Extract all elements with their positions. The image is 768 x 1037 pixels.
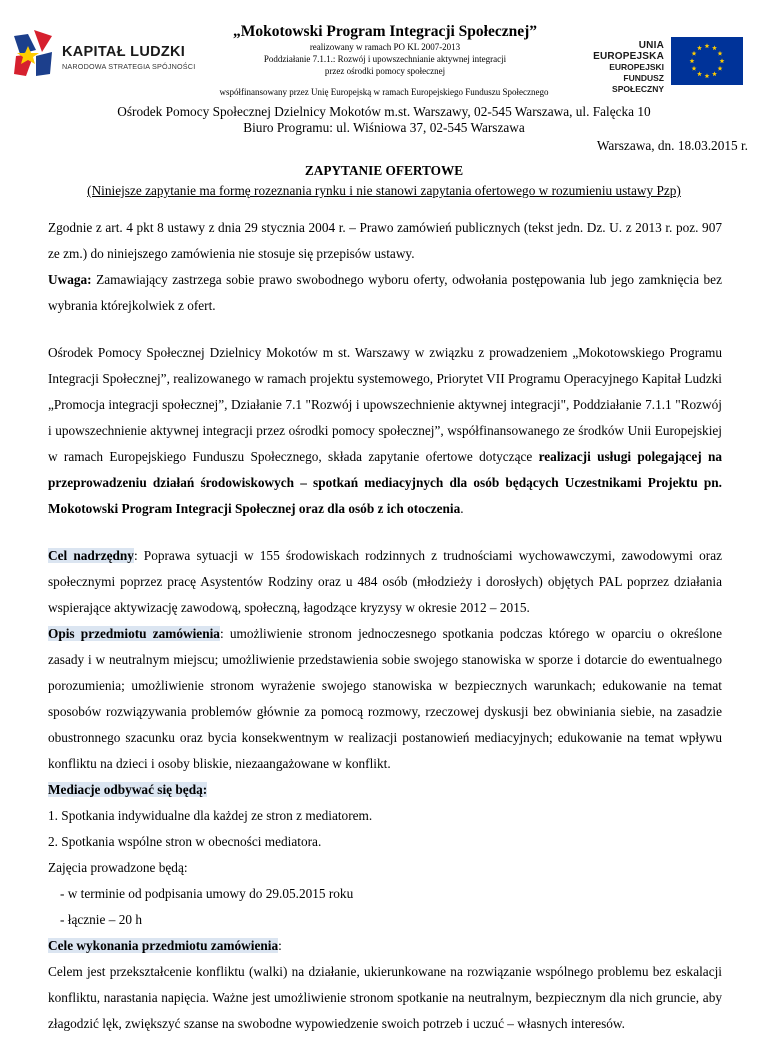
list-item: 1. Spotkania indywidualne dla każdej ze stron z mediatorem. xyxy=(48,808,373,823)
mediation-label: Mediacje odbywać się będą: xyxy=(48,782,208,797)
document-date: Warszawa, dn. 18.03.2015 r. xyxy=(596,138,748,153)
eu-logo-text xyxy=(572,40,664,95)
document-header xyxy=(0,0,768,100)
eu-line2: EUROPEJSKI xyxy=(609,62,664,72)
note-text: Zamawiający zastrzega sobie prawo swobodnego wyboru oferty, odwołania postępowania lub jego zamknięcia bez wybrania którejkolwiek z ofert. xyxy=(48,272,722,313)
list-item: 2. Spotkania wspólne stron w obecności mediatora. xyxy=(48,834,322,849)
program-office-address: Biuro Programu: ul. Wiśniowa 37, 02-545 Warszawa xyxy=(243,120,525,135)
note-label: Uwaga: xyxy=(48,272,92,287)
document-subtitle: (Niniejsze zapytanie ma formę rozeznania rynku i nie stanowi zapytania ofertowego w rozumieniu ustawy Pzp) xyxy=(87,183,681,198)
intro-text: Ośrodek Pomocy Społecznej Dzielnicy Mokotów m st. Warszawy w związku z prowadzeniem „Mokotowskiego Programu Integracji Społecznej”, realizowanego w ramach projektu systemowego, Priorytet VII Programu Operacyjnego Kapitał Ludzki „Promocja integracji społecznej”, Działanie 7.1 "Rozwój i upowszechnienie aktywnej integracji", Poddziałanie 7.1.1 "Rozwój i upowszechnienie aktywnej integracji przez ośrodki pomocy społecznej”, współfinansowanego ze środków Unii Europejskiej w ramach Europejskiego Funduszu Społecznego, składa zapytanie ofertowe dotyczące xyxy=(48,345,722,464)
list-item: - w terminie od podpisania umowy do 29.05.2015 roku xyxy=(60,886,354,901)
paragraph-goals: Celem jest przekształcenie konfliktu (walki) na działanie, ukierunkowane na rozwiązanie wspólnego problemu bez eskalacji konfliktu, narastania napięcia. Ważne jest umożliwienie stronom spotkanie na neutralnym, bezpiecznym dla nich gruncie, aby złagodzić lęk, zwiększyć szanse na swobodne wypowiedzenie swoich potrzeb i uczuć – własnych interesów. xyxy=(48,964,722,1031)
eu-line3: FUNDUSZ SPOŁECZNY xyxy=(612,73,664,94)
paragraph-note xyxy=(48,267,722,319)
list-item: - łącznie – 20 h xyxy=(60,912,142,927)
paragraph-description xyxy=(48,621,722,777)
eu-flag-icon xyxy=(671,37,743,85)
header-line: przez ośrodki pomocy społecznej xyxy=(324,66,446,76)
goals-colon: : xyxy=(278,938,282,953)
intro-end: . xyxy=(460,501,464,516)
paragraph-intro xyxy=(48,340,722,522)
intro-bold: realizacji usługi polegającej na przeprowadzeniu działań środowiskowych – spotkań mediacyjnych dla osób będących Uczestnikami Projektu pn. Mokotowski Program Integracji Społecznej oraz dla osób z ich otoczenia xyxy=(48,449,722,516)
classes-heading: Zajęcia prowadzone będą: xyxy=(48,860,188,875)
header-line: realizowany w ramach PO KL 2007-2013 xyxy=(309,42,461,52)
goals-label: Cele wykonania przedmiotu zamówienia xyxy=(48,938,279,953)
document-title: ZAPYTANIE OFERTOWE xyxy=(304,163,464,178)
header-center xyxy=(195,23,575,77)
cofinanced-line: współfinansowany przez Unię Europejską w ramach Europejskiego Funduszu Społecznego xyxy=(219,87,549,97)
paragraph-legal-basis: Zgodnie z art. 4 pkt 8 ustawy z dnia 29 stycznia 2004 r. – Prawo zamówień publicznych (tekst jedn. Dz. U. z 2013 r. poz. 907 ze zm.) do niniejszego zamówienia nie stosuje się przepisów ustawy. xyxy=(48,220,722,261)
main-goal-text: : Poprawa sytuacji w 155 środowiskach rodzinnych z trudnościami wychowawczymi, zawodowymi oraz społecznymi poprzez pracę Asystentów Rodziny oraz u 484 osób (młodzieży i dorosłych) objętych PAL poprzez działania wspierające aktywizację zawodową, społeczną, łagodzące kryzysy w okresie 2012 – 2015. xyxy=(48,548,722,615)
logo-left-subtitle: NARODOWA STRATEGIA SPÓJNOŚCI xyxy=(62,62,196,71)
eu-line1: UNIA EUROPEJSKA xyxy=(593,40,664,62)
document-body xyxy=(48,215,722,1037)
logo-left-title: KAPITAŁ LUDZKI xyxy=(62,44,186,60)
main-goal-label: Cel nadrzędny xyxy=(48,548,134,563)
org-address: Ośrodek Pomocy Społecznej Dzielnicy Mokotów m.st. Warszawy, 02-545 Warszawa, ul. Falęcka 10 xyxy=(117,104,651,119)
description-label: Opis przedmiotu zamówienia xyxy=(48,626,220,641)
mediation-heading xyxy=(48,777,722,803)
header-line: Poddziałanie 7.1.1.: Rozwój i upowszechnianie aktywnej integracji xyxy=(263,54,507,64)
goals-heading xyxy=(48,933,722,959)
description-text: : umożliwienie stronom jednoczesnego spotkania podczas którego w oparciu o określone zasady i w neutralnym miejscu; umożliwienie przedstawienia sobie swojego stanowiska w sporze i dotarcie do ewentualnego porozumienia; umożliwienie stronom wyrażenie swojego stanowiska w bezpiecznych warunkach; edukowanie na temat sposobów rozwiązywania problemów głównie za pomocą rozmowy, rzeczowej dyskusji bez obwiniania siebie, na zasadzie obustronnego szacunku oraz bycia konsekwentnym w realizacji postanowień mediacyjnych; edukowanie na temat wpływu konfliktu na dzieci i osoby bliskie, niezaangażowane w konflikt. xyxy=(48,626,722,771)
program-title: „Mokotowski Program Integracji Społecznej” xyxy=(232,23,538,40)
paragraph-main-goal xyxy=(48,543,722,621)
